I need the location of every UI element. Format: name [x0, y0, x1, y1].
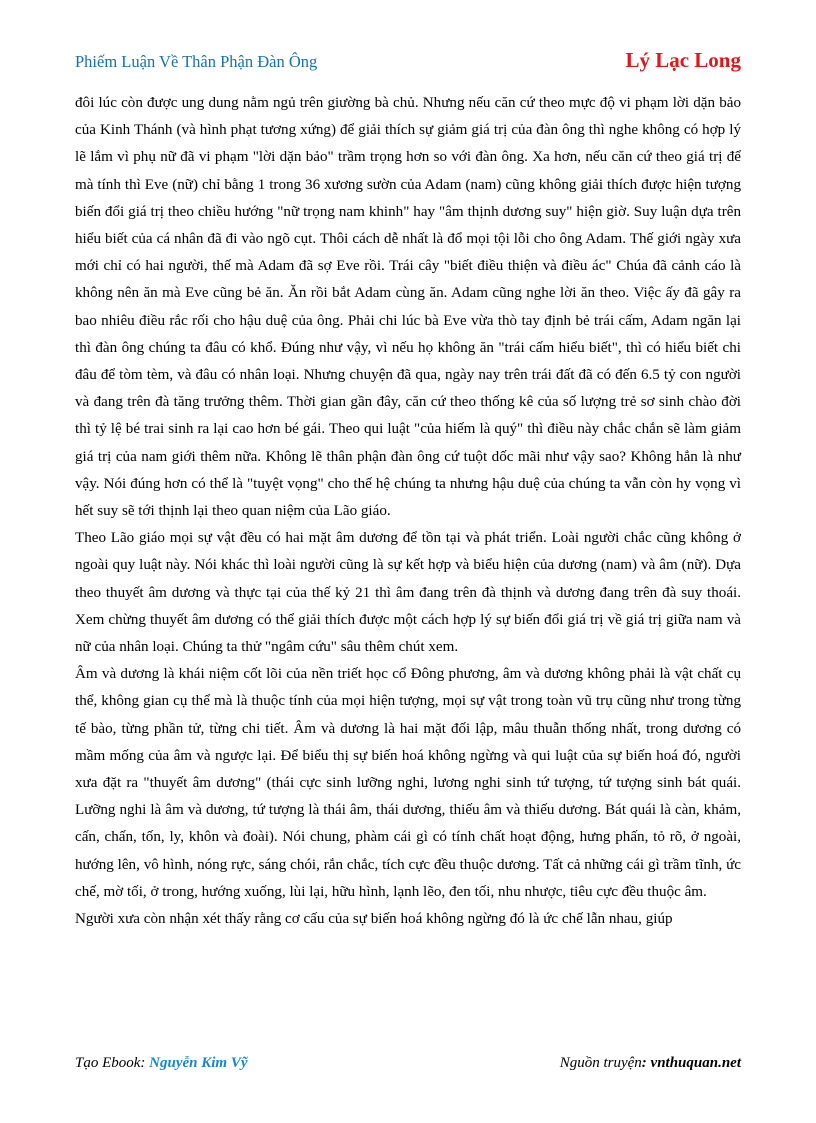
paragraph: Theo Lão giáo mọi sự vật đều có hai mặt âm dương để tồn tại và phát triển. Loài người chắc cũng không ở ngoài quy luật này. Nói khác thì loài người cũng là sự kết hợp và biểu hiện của dương (nam) và âm (nữ). Dựa theo thuyết âm dương và thực tại của thế kỷ 21 thì âm đang trên đà thịnh và dương đang trên đà suy thoái. Xem chừng thuyết âm dương có thể giải thích được một cách hợp lý sự biến đổi giá trị về giá trị giữa nam và nữ của nhân loại. Chúng ta thử "ngâm cứu" sâu thêm chút xem.	[75, 530, 741, 656]
source-site: vnthuquan.net	[650, 1055, 741, 1071]
book-title: Phiếm Luận Về Thân Phận Đàn Ông	[75, 52, 318, 71]
page-footer	[75, 1055, 741, 1077]
author-name: Lý Lạc Long	[625, 48, 741, 72]
source-credit: Nguồn truyện: vnthuquan.net	[559, 1055, 741, 1071]
paragraph: Âm và dương là khái niệm cốt lõi của nền triết học cổ Đông phương, âm và dương không phải là vật chất cụ thể, không gian cụ thể mà là thuộc tính của mọi hiện tượng, mọi sự vật trong toàn vũ trụ cũng như trong từng tế bào, từng phần tử, từng chi tiết. Âm và dương là hai mặt đối lập, mâu thuẫn thống nhất, trong dương có mầm mống của âm và ngược lại. Để biểu thị sự biến hoá không ngừng và qui luật của sự biến hoá đó, người xưa đặt ra "thuyết âm dương" (thái cực sinh lưỡng nghi, lương nghi sinh tứ tượng, tứ tượng sinh bát quái. Lưỡng nghi là âm và dương, tứ tượng là thái âm, thái dương, thiếu âm và thiếu dương. Bát quái là càn, khảm, cấn, chấn, tốn, ly, khôn và đoài). Nói chung, phàm cái gì có tính chất hoạt động, hưng phấn, tỏ rõ, ở ngoài, hướng lên, vô hình, nóng rực, sáng chói, rắn chắc, tích cực đều thuộc dương. Tất cả những cái gì trầm tĩnh, ức chế, mờ tối, ở trong, hướng xuống, lùi lại, hữu hình, lạnh lẽo, đen tối, nhu nhược, tiêu cực đều thuộc âm.	[75, 666, 741, 900]
ebook-creator-label: Tạo Ebook	[75, 1055, 141, 1071]
source-label: Nguồn truyện	[559, 1055, 642, 1071]
page-header	[75, 48, 741, 78]
ebook-credit: Tạo Ebook: Nguyễn Kim Vỹ	[75, 1055, 248, 1071]
paragraph: Người xưa còn nhận xét thấy rằng cơ cấu của sự biến hoá không ngừng đó là ức chế lẫn nhau, giúp	[75, 911, 673, 928]
paragraph: đôi lúc còn được ung dung nằm ngủ trên giường bà chủ. Nhưng nếu căn cứ theo mực độ vi phạm lời dặn bảo của Kinh Thánh (và hình phạt tương xứng) để giải thích sự giảm giá trị của đàn ông thì nghe không có hợp lý lẽ lắm vì phụ nữ đã vi phạm "lời dặn bảo" trầm trọng hơn so với đàn ông. Xa hơn, nếu căn cứ theo giá trị để mà tính thì Eve (nữ) chỉ bằng 1 trong 36 xương sườn của Adam (nam) cũng không giải thích được hiện tượng biến đổi giá trị theo chiều hướng "nữ trọng nam khinh" hay "âm thịnh dương suy" hiện giờ. Suy luận dựa trên hiểu biết của cá nhân đã đi vào ngõ cụt. Thôi cách dễ nhất là đổ mọi tội lỗi cho ông Adam. Thế giới ngày xưa mới chỉ có hai người, thế mà Adam đã sợ Eve rồi. Trái cây "biết điều thiện và điều ác" Chúa đã cảnh cáo là không nên ăn mà Eve cũng bẻ ăn. Ăn rồi bắt Adam cùng ăn. Adam cũng nghe lời ăn theo. Việc ấy đã gây ra bao nhiêu điều rắc rối cho hậu duệ của ông. Phải chi lúc bà Eve vừa thò tay định bẻ trái cấm, Adam ngăn lại thì đàn ông chúng ta đâu có khổ. Đúng như vậy, vì nếu họ không ăn "trái cấm hiểu biết", thì có hiểu biết chi đâu để tòm tèm, và đâu có nhân loại. Nhưng chuyện đã qua, ngày nay trên trái đất đã có đến 6.5 tỷ con người và đang trên đà tăng trưởng thêm. Thời gian gần đây, căn cứ theo thống kê của số lượng trẻ sơ sinh chào đời thì tỷ lệ bé trai sinh ra lại cao hơn bé gái. Theo qui luật "của hiếm là quý" thì điều này chắc chắn sẽ làm giảm giá trị của nam giới thêm nữa. Không lẽ thân phận đàn ông cứ tuột dốc mãi như vậy sao? Không hẳn là như vậy. Nói đúng hơn có thể là "tuyệt vọng" cho thế hệ chúng ta nhưng hậu duệ của chúng ta vẫn còn hy vọng vì hết suy sẽ tới thịnh lại theo quan niệm của Lão giáo.	[75, 95, 741, 520]
ebook-creator-name: Nguyễn Kim Vỹ	[149, 1055, 248, 1071]
page-body	[75, 90, 741, 933]
